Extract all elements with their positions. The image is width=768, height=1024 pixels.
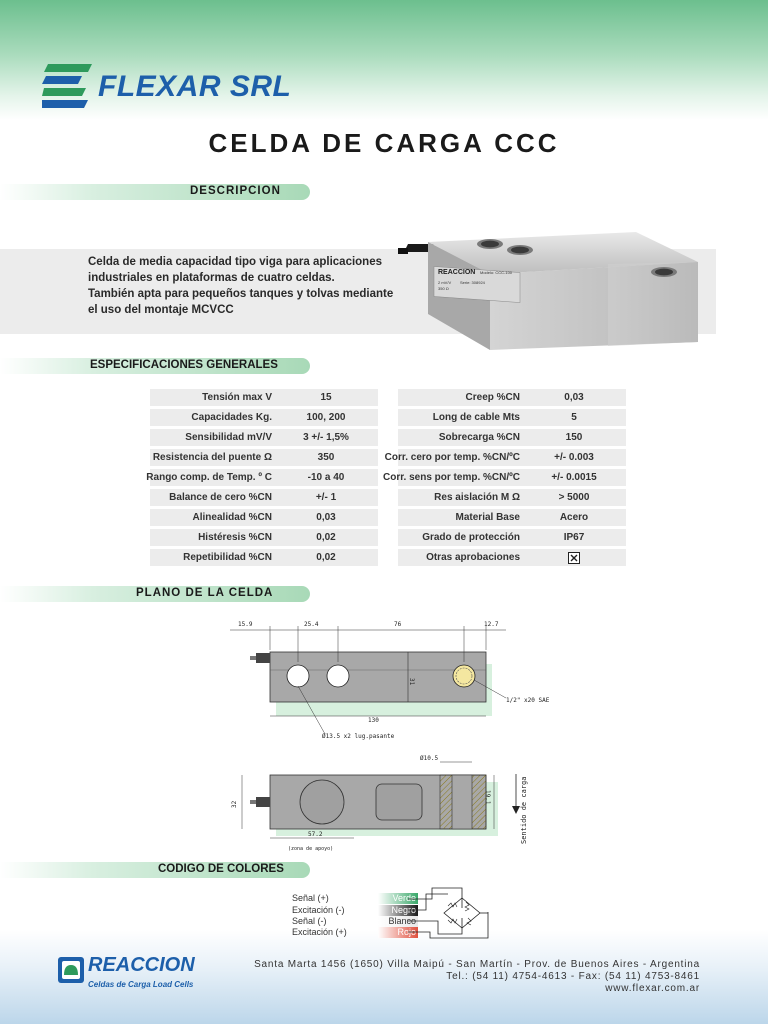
- dim-side-right: 19.1: [484, 790, 491, 805]
- spec-row: [398, 549, 626, 566]
- section-header-especificaciones: [0, 358, 310, 374]
- spec-row: [398, 529, 626, 546]
- spec-value: 100, 200: [306, 412, 346, 423]
- wire-row: [292, 916, 416, 927]
- spec-row: [150, 509, 378, 526]
- spec-value: 350: [317, 452, 335, 463]
- load-direction: Sentido de carga: [520, 776, 528, 844]
- section-title: ESPECIFICACIONES GENERALES: [90, 359, 278, 371]
- spec-label: Rango comp. de Temp. º C: [146, 472, 272, 483]
- spec-label: Grado de protección: [422, 532, 520, 543]
- wire-label: Señal (-): [292, 916, 327, 926]
- approval-icon: [568, 552, 580, 564]
- wire-color: Blanco: [378, 916, 418, 927]
- wire-row: [292, 927, 416, 938]
- spec-value: +/- 1: [315, 492, 337, 503]
- description-line: el uso del montaje MCVCC: [88, 304, 234, 316]
- spec-label: Material Base: [455, 512, 520, 523]
- footer-web[interactable]: www.flexar.com.ar: [605, 983, 700, 994]
- footer-phone: Tel.: (54 11) 4754-4613 - Fax: (54 11) 4753-8461: [446, 971, 700, 982]
- spec-row: [150, 389, 378, 406]
- spec-row: [150, 429, 378, 446]
- spec-label: Creep %CN: [465, 392, 520, 403]
- spec-label: Alinealidad %CN: [192, 512, 272, 523]
- product-label-line1: 2 mV/V: [438, 280, 452, 285]
- spec-label: Resistencia del puente Ω: [152, 452, 272, 463]
- thread-note: 1/2" x20 SAE: [506, 697, 550, 704]
- reaccion-tagline: Celdas de Carga Load Cells: [88, 980, 194, 989]
- spec-value: 3 +/- 1,5%: [303, 432, 349, 443]
- spec-label: Sensibilidad mV/V: [185, 432, 272, 443]
- spec-value: 5: [571, 412, 577, 423]
- dim-top-3: 76: [394, 621, 402, 628]
- spec-label: Otras aprobaciones: [426, 552, 520, 563]
- spec-label: Res aislación M Ω: [434, 492, 520, 503]
- section-title: CODIGO DE COLORES: [158, 863, 284, 875]
- wire-label: Excitación (+): [292, 927, 347, 937]
- technical-drawing: [230, 612, 580, 862]
- spec-value: 0,03: [564, 392, 584, 403]
- dim-top-4: 12.7: [484, 621, 499, 628]
- spec-row: [150, 529, 378, 546]
- load-cell-photo: [398, 222, 716, 352]
- spec-row: [398, 509, 626, 526]
- dim-side-hole: Ø10.5: [420, 755, 439, 762]
- dim-side-height: 32: [231, 800, 238, 808]
- wire-label: Excitación (-): [292, 905, 345, 915]
- reaccion-logo: [58, 954, 218, 994]
- description-text: [88, 254, 428, 318]
- spec-value: +/- 0.0015: [551, 472, 597, 483]
- product-label-serie: Serie: 308924: [460, 280, 485, 285]
- base-note: (zona de apoyo): [288, 846, 334, 852]
- wire-color: Rojo: [378, 927, 418, 938]
- page-title: CELDA DE CARGA CCC: [208, 128, 560, 158]
- spec-label: Long de cable Mts: [432, 412, 520, 423]
- spec-value: 0,02: [316, 552, 336, 563]
- reaccion-name: REACCION: [88, 954, 195, 976]
- spec-row: [398, 409, 626, 426]
- spec-row: [398, 389, 626, 406]
- spec-label: Sobrecarga %CN: [438, 432, 520, 443]
- wire-row: [292, 905, 416, 916]
- spec-label: Capacidades Kg.: [191, 412, 272, 423]
- dim-total: 130: [368, 717, 379, 724]
- spec-label: Corr. sens por temp. %CN/ºC: [382, 472, 520, 483]
- spec-value: IP67: [563, 532, 585, 543]
- spec-value: 15: [320, 392, 332, 403]
- spec-row: [146, 469, 378, 486]
- spec-label: Balance de cero %CN: [169, 492, 272, 503]
- spec-row: [384, 449, 626, 466]
- description-line: industriales en plataformas de cuatro celdas.: [88, 272, 335, 284]
- spec-value: +/- 0.003: [554, 452, 594, 463]
- section-header-plano: [0, 586, 310, 602]
- dim-top-1: 15.9: [238, 621, 253, 628]
- flexar-logo: [42, 64, 302, 110]
- product-label-brand: REACCION: [438, 269, 476, 276]
- spec-label: Corr. cero por temp. %CN/ºC: [384, 452, 520, 463]
- spec-row: [398, 489, 626, 506]
- spec-label: Histéresis %CN: [198, 532, 272, 543]
- spec-value: 150: [565, 432, 583, 443]
- spec-label: Tensión max V: [202, 392, 272, 403]
- wire-color: Negro: [378, 905, 418, 916]
- spec-row: [150, 409, 378, 426]
- spec-row: [150, 449, 378, 466]
- product-label-line2: 350 Ω: [438, 286, 449, 291]
- description-line: También apta para pequeños tanques y tolvas mediante: [88, 288, 394, 300]
- spec-value: Acero: [559, 512, 589, 523]
- spec-row: [150, 489, 378, 506]
- description-line: Celda de media capacidad tipo viga para aplicaciones: [88, 256, 382, 268]
- spec-row: [382, 469, 626, 486]
- hole-note: Ø13.5 x2 lug.pasante: [322, 733, 395, 740]
- spec-label: Repetibilidad %CN: [183, 552, 272, 563]
- footer-address: Santa Marta 1456 (1650) Villa Maipú - San Martín - Prov. de Buenos Aires - Argentina: [254, 959, 700, 970]
- wire-row: [292, 893, 416, 904]
- spec-value: 0,02: [316, 532, 336, 543]
- spec-row: [398, 429, 626, 446]
- flexar-logo-icon: [42, 64, 92, 108]
- dim-base: 57.2: [308, 831, 323, 838]
- section-title: DESCRIPCION: [190, 185, 281, 197]
- spec-value: > 5000: [558, 492, 590, 503]
- spec-row: [150, 549, 378, 566]
- wire-color: Verde: [378, 893, 418, 904]
- product-label-model: Modelo: CCC-100: [480, 270, 513, 275]
- section-header-colores: [0, 862, 310, 878]
- wire-label: Señal (+): [292, 893, 329, 903]
- approval-mark: [538, 552, 610, 565]
- dim-height: 31: [408, 678, 415, 686]
- section-header-descripcion: [0, 184, 310, 200]
- reaccion-logo-icon: [58, 957, 84, 983]
- dim-top-2: 25.4: [304, 621, 319, 628]
- spec-value: -10 a 40: [307, 472, 345, 483]
- flexar-logo-text: FLEXAR SRL: [98, 70, 292, 103]
- spec-value: 0,03: [316, 512, 336, 523]
- wheatstone-bridge-diagram: [408, 884, 508, 942]
- section-title: PLANO DE LA CELDA: [136, 587, 274, 599]
